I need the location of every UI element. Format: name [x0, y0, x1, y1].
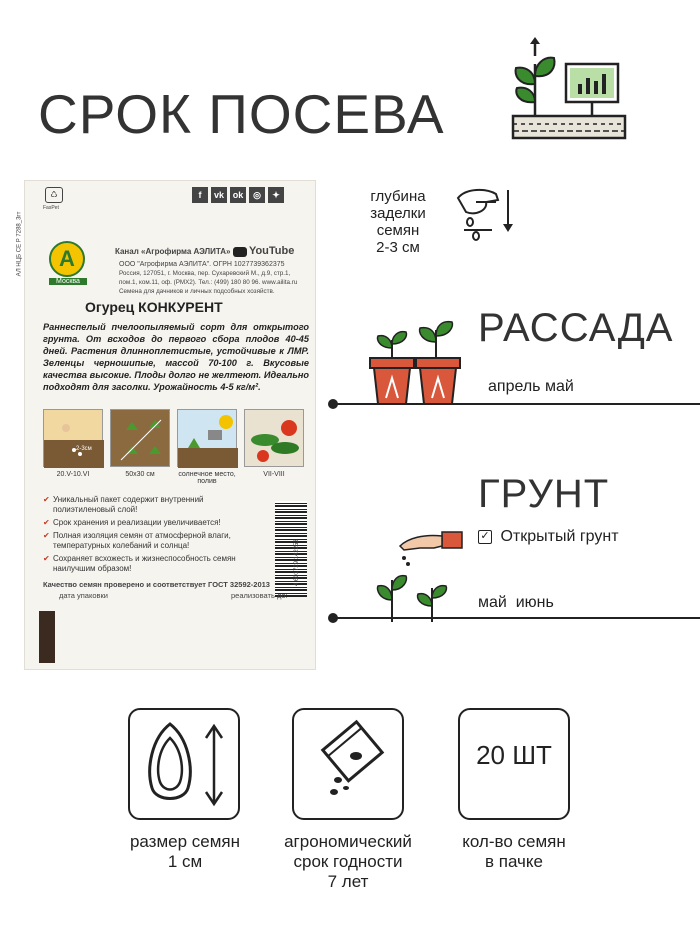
- seedling-pots-icon: [366, 318, 466, 406]
- depth-line-4: 2-3 см: [376, 239, 420, 256]
- timeline-line-ground: [336, 617, 700, 619]
- star-icon: ✦: [268, 187, 284, 203]
- seed-packet-icon: [294, 710, 402, 818]
- bullet-item: ✔ Уникальный пакет содержит внутренний полиэтиленовый слой!: [43, 495, 243, 515]
- shelf-life-box: [292, 708, 404, 820]
- caption-spacing: 50x30 см: [125, 471, 155, 478]
- channel-text: Канал «Агрофирма АЭЛИТА»: [115, 247, 231, 256]
- ground-title: ГРУНТ: [478, 472, 610, 516]
- caption-sowing: 20.V-10.VI: [56, 471, 90, 478]
- open-ground-label: Открытый грунт: [500, 528, 619, 545]
- barcode-number: 4 601729 142253: [294, 539, 300, 586]
- packet-flap: [39, 611, 55, 663]
- pack-date-label: дата упаковки: [59, 591, 108, 600]
- sell-by-label: реализовать до:: [231, 591, 288, 600]
- open-ground-option: [478, 528, 619, 546]
- seed-packet: [16, 180, 316, 670]
- depth-line-1: глубина: [370, 188, 426, 205]
- seed-size-label: размер семян 1 см: [129, 832, 241, 871]
- facebook-icon: f: [192, 187, 208, 203]
- seed-count-label: кол-во семян в пачке: [462, 832, 566, 871]
- checkbox-icon: ✓: [478, 530, 492, 544]
- packet-bullets: [43, 495, 243, 577]
- seed-size-box: [128, 708, 240, 820]
- recycle-icon: ♺: [45, 187, 63, 203]
- hand-seed-icon: [446, 180, 526, 250]
- depth-tag: 2-3см: [76, 446, 92, 452]
- instagram-icon: ◎: [249, 187, 265, 203]
- logo-city: Москва: [49, 278, 87, 285]
- seedling-title: РАССАДА: [478, 306, 674, 350]
- planting-hand-icon: [374, 528, 464, 624]
- caption-harvest: VII-VIII: [263, 471, 285, 478]
- bullet-item: ✔ Полная изоляция семян от атмосферной влаги, температурных колебаний и солнца!: [43, 531, 243, 551]
- product-description: Раннеспелый пчелоопыляемый сорт для открытого грунта. От всходов до первого сбора плодов 40-45 дней. Растения длинноплетистые, устойчивые к ЛМР. Зеленцы черношипые, массой 70-100 г. Вкусовые качества высокие. Плоды долго не желтеют. Идеально подходят для засолки. Урожайность 4-5 кг/м².: [43, 322, 309, 392]
- harvest-image: [244, 409, 304, 467]
- channel-line: [115, 245, 294, 257]
- caption-sun-water: солнечное место, полив: [178, 471, 236, 485]
- vk-icon: vk: [211, 187, 227, 203]
- seed-size-icon: [130, 710, 238, 818]
- depth-line-3: семян: [376, 222, 420, 239]
- sowing-image: [43, 409, 103, 467]
- seedling-months: апрель май: [488, 378, 574, 395]
- seed-count-box: [458, 708, 570, 820]
- quality-line: Качество семян проверено и соответствует ГОСТ 32592-2013: [43, 580, 270, 589]
- depth-text: [356, 188, 440, 256]
- social-icons: [189, 185, 284, 203]
- youtube-text: YouTube: [248, 245, 295, 257]
- bullet-item: ✔ Сохраняет всхожесть и жизнеспособность семян наилучшим образом!: [43, 554, 243, 574]
- youtube-icon: [233, 247, 247, 257]
- address-line-2: пом.1, ком.11, оф. (РМХ2). Тел.: (499) 180 80 96. www.ailita.ru: [119, 279, 298, 286]
- bullet-item: ✔ Срок хранения и реализации увеличивается!: [43, 518, 243, 528]
- seed-count-value: 20 ШТ: [476, 740, 552, 770]
- aelita-logo: [49, 241, 87, 289]
- company-line: ООО "Агрофирма АЭЛИТА". ОГРН 1027739362375: [119, 261, 285, 268]
- spacing-image: [110, 409, 170, 467]
- address-line-1: Россия, 127051, г. Москва, пер. Сухаревский М., д.9, стр.1,: [119, 270, 291, 277]
- sprout-growth-icon: [508, 36, 633, 146]
- shelf-life-label: агрономический срок годности 7 лет: [284, 832, 412, 891]
- address-line-3: Семена для дачников и личных подсобных хозяйств.: [119, 288, 275, 295]
- ground-months: май июнь: [478, 594, 554, 611]
- packet-side-code: АЛ НЦБ СЕ Р 7288_3гт: [16, 211, 23, 277]
- ok-icon: ok: [230, 187, 246, 203]
- sun-water-image: [177, 409, 237, 467]
- barcode: [275, 501, 307, 597]
- page-title: СРОК ПОСЕВА: [38, 83, 445, 145]
- logo-letter: А: [49, 241, 85, 277]
- timeline-line-seedling: [336, 403, 700, 405]
- depth-line-2: заделки: [370, 205, 426, 222]
- product-name: Огурец КОНКУРЕНТ: [85, 299, 223, 315]
- fasppet-label: FasPet: [43, 205, 59, 211]
